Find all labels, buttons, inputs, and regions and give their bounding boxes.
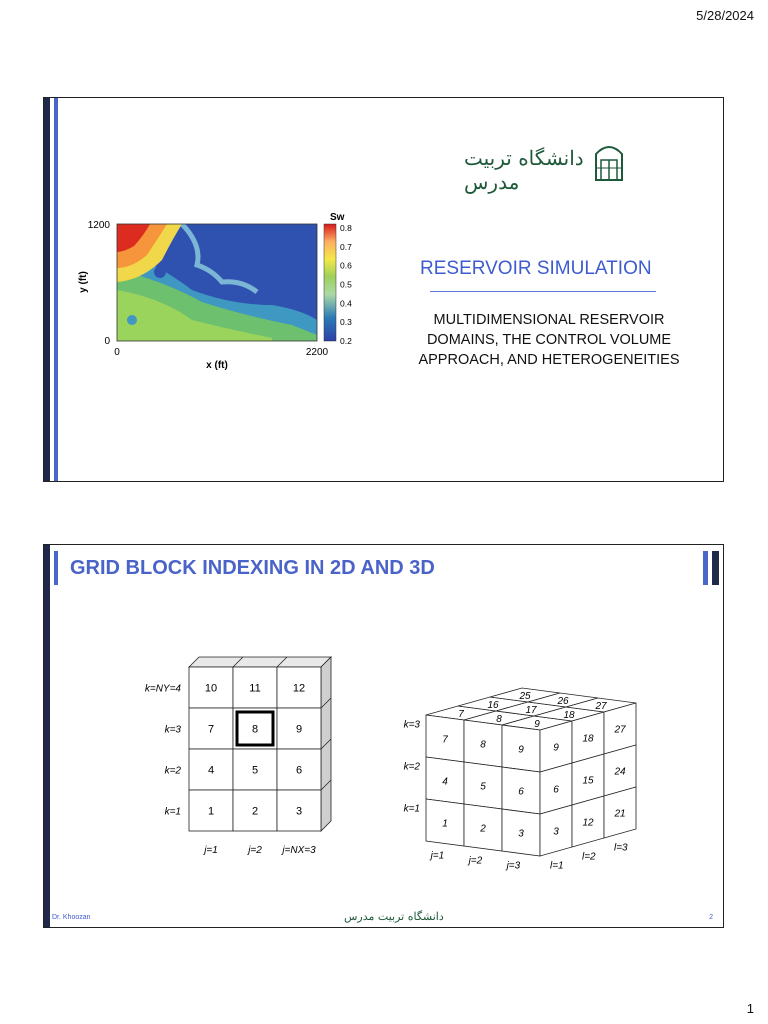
slide1-title: RESERVOIR SIMULATION	[420, 258, 652, 279]
grid3d-side-label: 27	[614, 724, 626, 736]
grid3d-front-label: 8	[480, 739, 486, 751]
page-number: 1	[746, 1001, 754, 1016]
grid3d-front-label: 9	[518, 744, 524, 756]
colorbar-tick-label: 0.5	[340, 279, 352, 290]
slide-accent-bar-blue	[54, 98, 58, 481]
grid2d-cell-label: 3	[295, 805, 303, 818]
grid3d-top-label: 26	[557, 696, 569, 707]
grid3d-front-label: 5	[480, 781, 486, 793]
grid3d-top-label: 25	[519, 691, 531, 702]
colorbar-tick-label: 0.6	[340, 260, 352, 271]
grid3d-front-label: 7	[442, 734, 448, 746]
grid-3d-diagram	[374, 650, 674, 872]
colorbar-title: Sw	[330, 212, 345, 223]
grid2d-cell-label: 2	[251, 805, 259, 818]
colorbar-tick-label: 0.2	[340, 336, 352, 346]
grid2d-cell-label: 12	[292, 682, 306, 695]
grid3d-top-label: 18	[563, 710, 575, 721]
header-date: 5/28/2024	[696, 8, 754, 23]
slide-accent-bar	[44, 545, 50, 927]
right-accent-bars	[703, 551, 721, 585]
plot-x-label: x (ft)	[206, 360, 228, 371]
grid3d-j-label: j=1	[430, 850, 445, 862]
slide2-title: GRID BLOCK INDEXING IN 2D AND 3D	[70, 557, 435, 579]
grid3d-top-label: 7	[458, 709, 464, 720]
plot-y-label: y (ft)	[78, 271, 89, 293]
title-accent-bar	[54, 551, 58, 585]
grid3d-front-label: 6	[518, 786, 524, 798]
grid2d-cell-label: 5	[251, 764, 259, 777]
grid3d-k-label: k=2	[403, 761, 420, 773]
colorbar-tick-label: 0.8	[340, 223, 352, 233]
grid2d-top-face	[189, 657, 331, 667]
grid3d-j-label: j=3	[506, 860, 521, 872]
grid3d-side-label: 24	[614, 766, 626, 778]
university-emblem-icon	[594, 138, 624, 182]
plot-y-top-tick: 1200	[87, 220, 110, 231]
grid3d-side-label: 21	[614, 808, 626, 820]
grid2d-cell-label: 4	[207, 764, 215, 777]
slide2-footer-logo-text: دانشگاه تربیت مدرس	[344, 910, 444, 923]
grid3d-top-label: 17	[525, 705, 537, 716]
grid2d-col-label: j=1	[204, 845, 218, 856]
grid2d-row-label: k=2	[164, 765, 181, 777]
plot-x-left-tick: 0	[114, 347, 120, 358]
grid2d-cell-label: 1	[207, 805, 215, 818]
plot-x-right-tick: 2200	[305, 347, 329, 358]
colorbar-ticks	[340, 223, 352, 346]
grid2d-col-label: j=2	[248, 845, 262, 856]
colorbar-tick-label: 0.3	[340, 317, 352, 328]
grid2d-cell-label: 9	[295, 723, 303, 736]
plot-y-bottom-tick: 0	[104, 336, 110, 347]
slide2-footer-page: 2	[709, 914, 713, 921]
university-logo	[464, 138, 624, 194]
grid3d-front-label: 4	[442, 776, 448, 788]
grid2d-cell-label: 11	[249, 682, 261, 695]
grid3d-top-label: 9	[534, 719, 540, 730]
grid3d-side-label: 6	[553, 784, 559, 796]
slide-2	[43, 544, 724, 928]
colorbar	[324, 224, 336, 341]
grid3d-k-label: k=1	[403, 803, 420, 815]
colorbar-tick-label: 0.4	[340, 298, 352, 309]
subtitle-line: DOMAINS, THE CONTROL VOLUME	[426, 332, 672, 348]
grid3d-k-label: k=3	[403, 719, 420, 731]
grid3d-front-label: 3	[518, 828, 524, 840]
grid2d-cell-label: 7	[207, 723, 215, 736]
grid2d-row-label: k=3	[164, 724, 181, 736]
grid2d-row-label: k=1	[164, 806, 181, 818]
grid3d-top-label: 27	[595, 701, 607, 712]
grid3d-side-label: 9	[553, 742, 559, 754]
grid3d-side-label: 18	[582, 733, 594, 745]
grid3d-l-label: l=2	[581, 851, 596, 863]
grid2d-cell-label: 10	[204, 682, 218, 695]
university-logo-text: دانشگاه تربیت مدرس	[464, 146, 584, 194]
slide1-subtitle	[394, 310, 704, 370]
slide2-footer-author: Dr. Khoozan	[52, 914, 91, 921]
colorbar-tick-label: 0.7	[340, 241, 352, 252]
grid2d-col-label: j=NX=3	[282, 845, 316, 856]
grid-2d-diagram	[129, 645, 369, 875]
slide-accent-bar	[44, 98, 50, 481]
saturation-field	[117, 224, 317, 341]
grid3d-side-label: 3	[553, 826, 559, 838]
subtitle-line: MULTIDIMENSIONAL RESERVOIR	[433, 312, 665, 328]
grid3d-top-label: 8	[496, 714, 502, 725]
grid3d-j-label: j=2	[468, 855, 483, 867]
title-underline	[430, 291, 656, 292]
subtitle-line: APPROACH, AND HETEROGENEITIES	[418, 352, 680, 368]
grid2d-row-label: k=NY=4	[144, 683, 181, 695]
grid2d-cell-label: 8	[251, 723, 259, 736]
grid3d-l-label: l=1	[549, 860, 564, 872]
grid2d-cell-label: 6	[295, 764, 303, 777]
grid3d-side-label: 12	[582, 817, 594, 829]
slide-1	[43, 97, 724, 482]
grid3d-top-label: 16	[487, 700, 499, 711]
grid3d-front-label: 2	[480, 823, 486, 835]
grid3d-l-label: l=3	[613, 842, 628, 854]
saturation-map-plot	[72, 210, 372, 370]
grid3d-side-label: 15	[582, 775, 594, 787]
grid3d-front-label: 1	[442, 818, 448, 830]
